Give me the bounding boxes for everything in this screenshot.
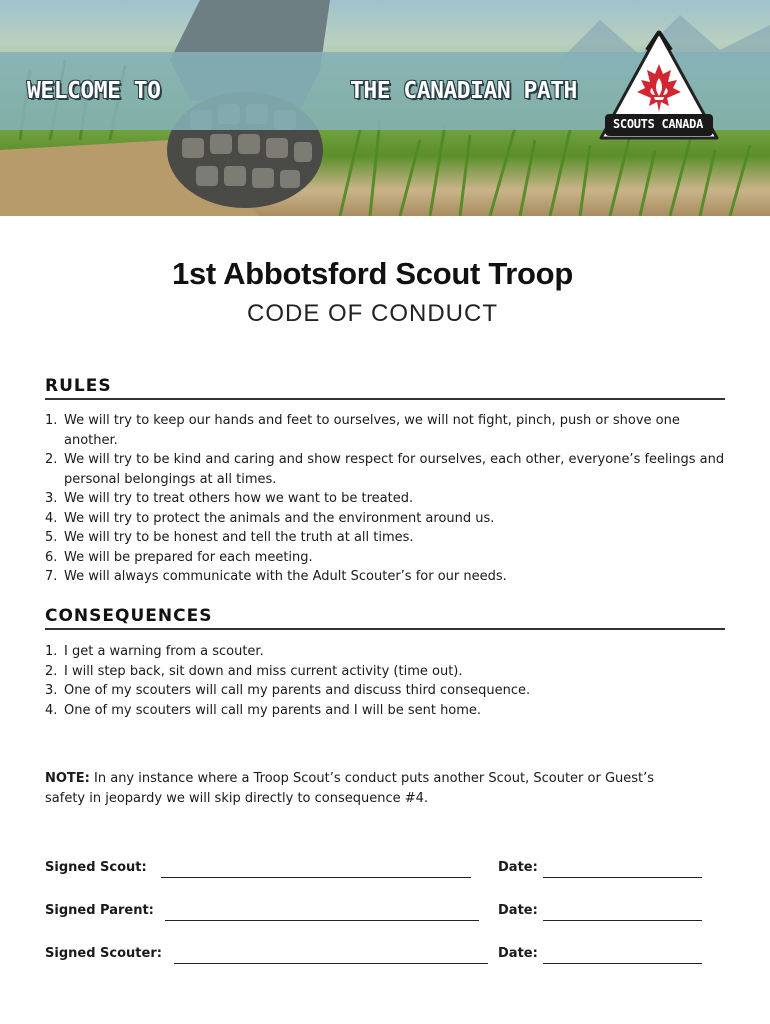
- list-item: [45, 509, 735, 529]
- list-item: [45, 528, 735, 548]
- note-text: In any instance where a Troop Scout’s conduct puts another Scout, Scouter or Guest’s safety in jeopardy we will skip directly to consequence #4.: [45, 771, 655, 806]
- item-text: I will step back, sit down and miss current activity (time out).: [64, 663, 463, 679]
- item-number: 2.: [45, 663, 58, 679]
- item-text: We will be prepared for each meeting.: [64, 549, 313, 565]
- list-item: [45, 489, 735, 509]
- signed-scouter-label: Signed Scouter:: [45, 946, 162, 961]
- item-text: We will try to protect the animals and the environment around us.: [64, 510, 495, 526]
- item-text: We will try to keep our hands and feet to ourselves, we will not fight, pinch, push or shove one another.: [64, 413, 680, 448]
- item-number: 1.: [45, 644, 58, 659]
- signature-row-scouter: [45, 944, 705, 968]
- page-title: 1st Abbotsford Scout Troop: [172, 256, 573, 291]
- list-item: [45, 662, 735, 682]
- header-banner: [0, 0, 770, 216]
- date-label: Date:: [498, 860, 538, 875]
- item-number: 3.: [45, 491, 58, 506]
- item-number: 2.: [45, 452, 58, 467]
- signed-parent-label: Signed Parent:: [45, 903, 154, 918]
- date-line[interactable]: [543, 963, 702, 964]
- item-number: 6.: [45, 549, 58, 565]
- date-label: Date:: [498, 946, 538, 961]
- signed-scouter-line[interactable]: [174, 963, 488, 964]
- list-item: [45, 642, 735, 662]
- list-item: [45, 411, 735, 450]
- item-text: We will try to be kind and caring and show respect for ourselves, each other, everyone’s feelings and personal belongings at all times.: [64, 452, 725, 487]
- signature-row-scout: [45, 858, 705, 882]
- signed-scout-line[interactable]: [161, 877, 471, 878]
- note-label: NOTE:: [45, 771, 90, 786]
- item-text: We will try to treat others how we want to be treated.: [64, 491, 414, 506]
- welcome-text: WELCOME TO: [27, 78, 161, 104]
- note-paragraph: [45, 769, 685, 809]
- item-text: We will try to be honest and tell the truth at all times.: [64, 530, 414, 545]
- list-item: [45, 567, 735, 587]
- list-item: [45, 701, 735, 721]
- list-item: [45, 681, 735, 701]
- item-number: 4.: [45, 510, 58, 526]
- item-text: One of my scouters will call my parents and I will be sent home.: [64, 702, 482, 718]
- date-line[interactable]: [543, 877, 702, 878]
- item-number: 5.: [45, 530, 58, 545]
- item-number: 3.: [45, 683, 58, 698]
- item-number: 7.: [45, 569, 58, 584]
- consequences-heading: CONSEQUENCES: [45, 606, 725, 630]
- item-number: 1.: [45, 413, 58, 428]
- list-item: [45, 548, 735, 568]
- item-text: We will always communicate with the Adult Scouter’s for our needs.: [64, 569, 507, 584]
- page-subtitle: CODE OF CONDUCT: [247, 300, 498, 327]
- date-line[interactable]: [543, 920, 702, 921]
- signature-row-parent: [45, 901, 705, 925]
- list-item: [45, 450, 735, 489]
- consequences-list: [45, 642, 735, 720]
- signed-scout-label: Signed Scout:: [45, 860, 147, 875]
- rules-heading: RULES: [45, 376, 725, 400]
- item-text: I get a warning from a scouter.: [64, 644, 264, 659]
- signed-parent-line[interactable]: [165, 920, 479, 921]
- rules-list: [45, 411, 735, 587]
- logo-text: SCOUTS CANADA: [612, 117, 704, 131]
- date-label: Date:: [498, 903, 538, 918]
- item-number: 4.: [45, 702, 58, 718]
- canadian-path-text: THE CANADIAN PATH: [350, 78, 577, 104]
- item-text: One of my scouters will call my parents and discuss third consequence.: [64, 683, 531, 698]
